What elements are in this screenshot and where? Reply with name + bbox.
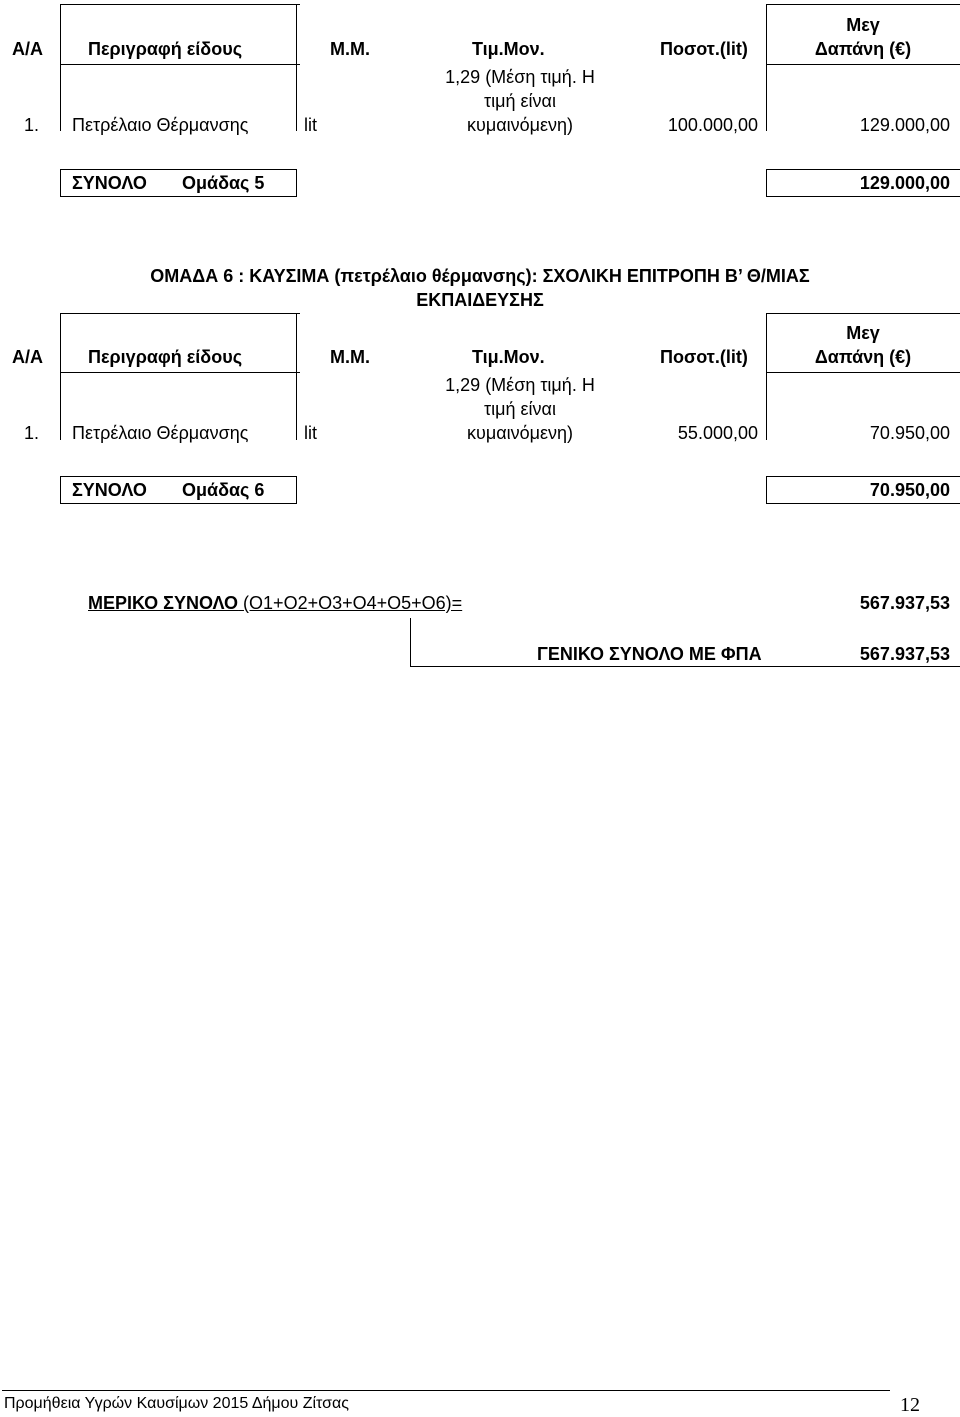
header-unit-price: Τιμ.Μον. [472,347,545,367]
header-unit: Μ.Μ. [330,347,370,367]
grand-total-label: ΓΕΝΙΚΟ ΣΥΝΟΛΟ ΜΕ ΦΠΑ [537,644,762,664]
header-quantity: Ποσοτ.(lit) [660,39,748,59]
row-price-line3: κυμαινόμενη) [466,423,574,443]
row-unit: lit [304,115,317,135]
table2-divider [296,313,297,440]
row-quantity: 100.000,00 [667,115,758,135]
partial-total-value: 567.937,53 [859,593,950,613]
table2-left-border [60,313,61,440]
total-group: Ομάδας 5 [182,173,265,193]
row-unit: lit [304,423,317,443]
table1-left-border [60,4,61,131]
header-unit: Μ.Μ. [330,39,370,59]
table2-row-divider [766,372,960,373]
row-cost: 70.950,00 [869,423,950,443]
total-value: 129.000,00 [859,173,950,193]
grand-total-value: 567.937,53 [859,644,950,664]
page-number: 12 [900,1394,920,1416]
header-quantity: Ποσοτ.(lit) [660,347,748,367]
table2-top-border [766,313,960,314]
row-price-line2: τιμή είναι [484,91,556,111]
table1-row-divider [766,64,960,65]
header-description: Περιγραφή είδους [88,347,243,367]
row-price-line1: 1,29 (Μέση τιμή. Η [445,375,595,395]
table1-top-border [60,4,300,5]
header-aa: Α/Α [12,347,43,367]
table1-divider [296,4,297,131]
total-label: ΣΥΝΟΛΟ [72,173,147,193]
row-price-line3: κυμαινόμενη) [466,115,574,135]
footer-text: Προμήθεια Υγρών Καυσίμων 2015 Δήμου Ζίτσας [4,1395,349,1412]
table1-top-border [766,4,960,5]
row-cost: 129.000,00 [859,115,950,135]
row-aa: 1. [24,115,40,135]
header-cost-line2: Δαπάνη (€) [814,347,912,367]
partial-total-label-bold: ΜΕΡΙΚΟ ΣΥΝΟΛΟ [88,593,239,613]
total-label: ΣΥΝΟΛΟ [72,480,147,500]
row-description: Πετρέλαιο Θέρμανσης [72,115,249,135]
group-6-title-line2: ΕΚΠΑΙΔΕΥΣΗΣ [416,290,544,310]
row-price-line1: 1,29 (Μέση τιμή. Η [445,67,595,87]
header-unit-price: Τιμ.Μον. [472,39,545,59]
header-cost-line1: Μεγ [846,323,880,343]
partial-total-label [88,592,462,614]
partial-total-formula: (Ο1+Ο2+Ο3+Ο4+Ο5+Ο6)= [243,593,463,613]
row-aa: 1. [24,423,40,443]
table1-row-divider [60,64,300,65]
total-value: 70.950,00 [869,480,950,500]
header-cost-line2: Δαπάνη (€) [814,39,912,59]
header-cost-line1: Μεγ [846,15,880,35]
header-description: Περιγραφή είδους [88,39,243,59]
table2-top-border [60,313,300,314]
table2-row-divider [60,372,300,373]
total-group: Ομάδας 6 [182,480,265,500]
row-description: Πετρέλαιο Θέρμανσης [72,423,249,443]
footer-rule [2,1390,890,1391]
row-quantity: 55.000,00 [677,423,758,443]
header-aa: Α/Α [12,39,43,59]
row-price-line2: τιμή είναι [484,399,556,419]
group-6-title-line1: ΟΜΑΔΑ 6 : ΚΑΥΣΙΜΑ (πετρέλαιο θέρμανσης): ΣΧΟΛΙΚΗ ΕΠΙΤΡΟΠΗ Β’ Θ/ΜΙΑΣ [150,266,810,286]
